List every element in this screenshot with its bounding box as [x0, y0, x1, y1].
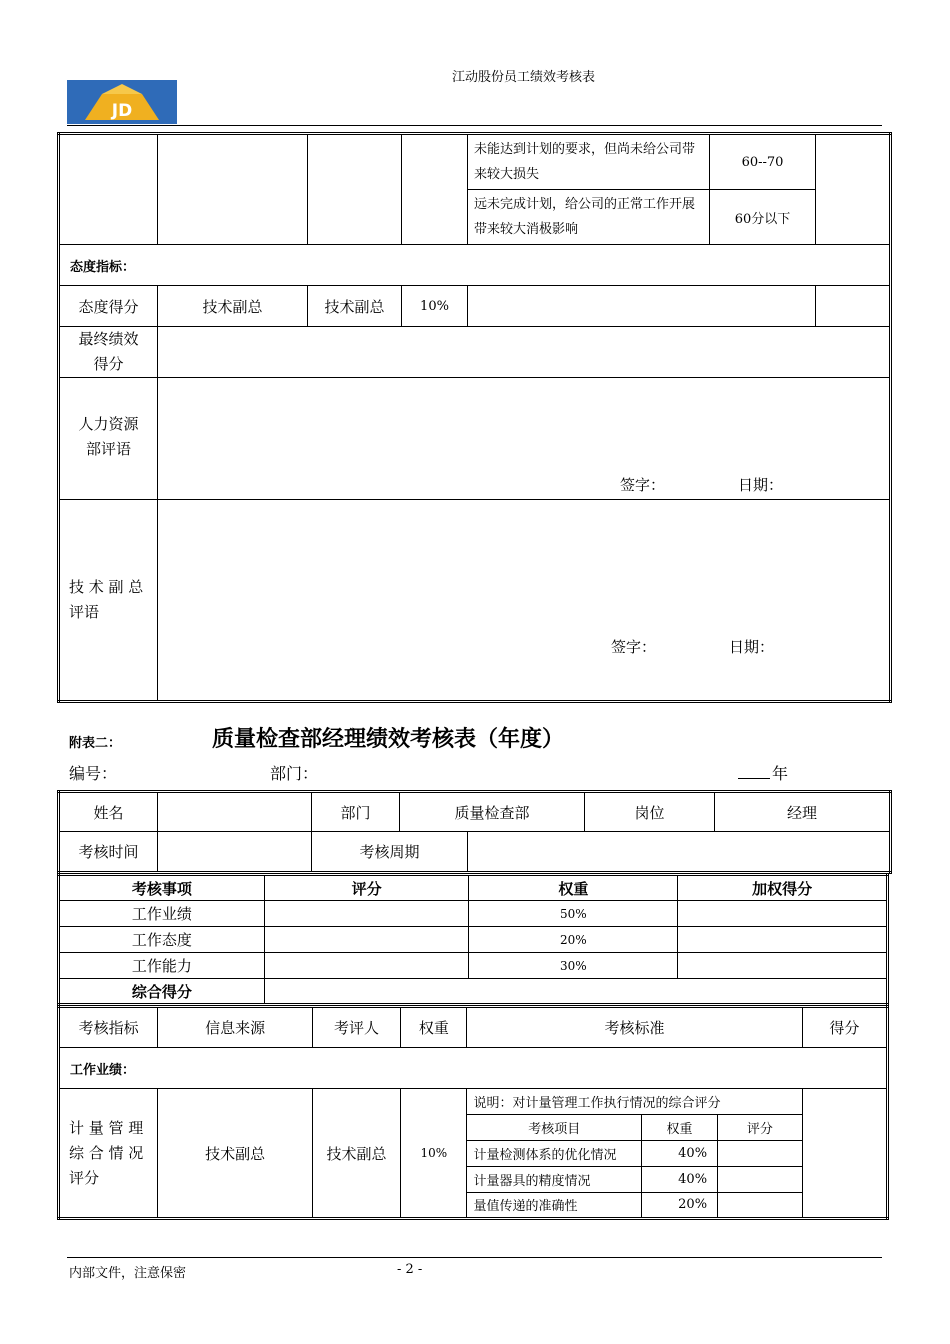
criterion-score: 60--70	[710, 134, 816, 190]
tech-comment-cell	[158, 500, 891, 702]
metrology-note: 说明：对计量管理工作执行情况的综合评分	[467, 1089, 801, 1114]
criterion-score: 60分以下	[710, 190, 816, 245]
table-row	[59, 953, 888, 979]
detail-header-weight: 权重	[401, 1007, 467, 1048]
table-row	[467, 1166, 801, 1192]
sub-header-item: 考核项目	[467, 1114, 641, 1140]
table-row	[467, 1140, 801, 1166]
sub-score	[718, 1192, 802, 1217]
sub-item: 量值传递的准确性	[467, 1192, 641, 1217]
employee-info-table	[57, 790, 892, 874]
cell-empty	[59, 134, 158, 245]
summary-weight: 20%	[469, 927, 678, 953]
summary-header-item: 考核事项	[59, 875, 265, 901]
footer-rule	[67, 1257, 882, 1258]
assessment-period-label: 考核周期	[312, 832, 468, 873]
metrology-weight: 10%	[401, 1089, 467, 1219]
summary-score	[264, 953, 469, 979]
sub-weight: 40%	[642, 1140, 718, 1166]
cell-empty	[308, 134, 402, 245]
detail-header-standard: 考核标准	[467, 1007, 802, 1048]
attitude-standard-cell	[468, 286, 816, 327]
summary-weight: 50%	[469, 901, 678, 927]
summary-weighted	[678, 927, 888, 953]
assessment-period-value	[468, 832, 891, 873]
name-label: 姓名	[59, 792, 158, 832]
attitude-score-cell	[816, 286, 891, 327]
logo-icon	[67, 80, 177, 124]
summary-header-weight: 权重	[469, 875, 678, 901]
assessment-time-value	[158, 832, 312, 873]
total-score-value	[264, 979, 887, 1005]
summary-item: 工作态度	[59, 927, 265, 953]
attitude-section-label: 态度指标：	[59, 245, 891, 286]
attitude-evaluator: 技术副总	[308, 286, 402, 327]
performance-section-label: 工作业绩：	[59, 1048, 888, 1089]
year-blank	[738, 778, 770, 779]
name-value	[158, 792, 312, 832]
summary-header-weighted: 加权得分	[678, 875, 888, 901]
detail-header-score: 得分	[802, 1007, 887, 1048]
hr-comment-cell	[158, 378, 891, 500]
indicator-metrology: 计 量 管 理 综 合 情 况 评分	[59, 1089, 158, 1219]
hr-date-label: 日期：	[738, 476, 784, 494]
metrology-score-cell	[802, 1089, 887, 1219]
tech-date-label: 日期：	[729, 638, 775, 656]
sub-weight: 40%	[642, 1166, 718, 1192]
hr-sign-label: 签字：	[620, 476, 666, 494]
attitude-info-source: 技术副总	[158, 286, 308, 327]
metrology-info-source: 技术副总	[158, 1089, 313, 1219]
logo-text: JD	[111, 101, 133, 121]
summary-score	[264, 901, 469, 927]
department-label: 部门：	[270, 764, 319, 783]
post-label: 岗位	[585, 792, 715, 832]
summary-item: 工作业绩	[59, 901, 265, 927]
tech-comment-label: 技 术 副 总 评语	[59, 500, 158, 702]
table-row	[467, 1192, 801, 1217]
final-score-label: 最终绩效得分	[59, 327, 158, 378]
sub-header-score: 评分	[718, 1114, 802, 1140]
footer-confidential: 内部文件，注意保密	[69, 1266, 187, 1281]
detail-assessment-table	[57, 1005, 889, 1220]
attitude-score-label: 态度得分	[59, 286, 158, 327]
sub-header-weight: 权重	[642, 1114, 718, 1140]
document-header-title: 江动股份员工绩效考核表	[452, 70, 596, 85]
summary-header-score: 评分	[264, 875, 469, 901]
number-label: 编号：	[69, 764, 118, 783]
metrology-standard-cell	[467, 1089, 802, 1219]
criterion-text: 未能达到计划的要求，但尚未给公司带来较大损失	[468, 134, 710, 190]
summary-score-table	[57, 873, 889, 1006]
post-value: 经理	[715, 792, 891, 832]
header-rule	[67, 125, 882, 126]
summary-weighted	[678, 901, 888, 927]
criterion-text: 远未完成计划，给公司的正常工作开展带来较大消极影响	[468, 190, 710, 245]
footer-page-number: - 2 -	[397, 1262, 423, 1277]
tech-sign-label: 签字：	[611, 638, 657, 656]
detail-header-indicator: 考核指标	[59, 1007, 158, 1048]
detail-header-source: 信息来源	[158, 1007, 313, 1048]
final-score-cell	[158, 327, 891, 378]
summary-item: 工作能力	[59, 953, 265, 979]
sub-item: 计量器具的精度情况	[467, 1166, 641, 1192]
summary-weight: 30%	[469, 953, 678, 979]
dept-label: 部门	[312, 792, 400, 832]
total-score-label: 综合得分	[59, 979, 265, 1005]
detail-header-evaluator: 考评人	[312, 1007, 400, 1048]
assessment-time-label: 考核时间	[59, 832, 158, 873]
summary-weighted	[678, 953, 888, 979]
company-logo	[67, 80, 177, 124]
table-row	[59, 927, 888, 953]
appendix-title: 质量检查部经理绩效考核表（年度）	[212, 726, 565, 752]
sub-score	[718, 1140, 802, 1166]
attitude-weight: 10%	[402, 286, 468, 327]
cell-empty	[158, 134, 308, 245]
top-evaluation-table	[57, 132, 892, 703]
cell-empty	[816, 134, 891, 245]
metrology-evaluator: 技术副总	[312, 1089, 400, 1219]
hr-comment-label: 人力资源部评语	[59, 378, 158, 500]
sub-score	[718, 1166, 802, 1192]
sub-weight: 20%	[642, 1192, 718, 1217]
dept-value: 质量检查部	[400, 792, 585, 832]
appendix-label: 附表二：	[69, 736, 122, 751]
sub-item: 计量检测体系的优化情况	[467, 1140, 641, 1166]
metrology-sub-table	[467, 1089, 801, 1217]
cell-empty	[402, 134, 468, 245]
year-label: 年	[772, 764, 789, 783]
summary-score	[264, 927, 469, 953]
table-row	[59, 901, 888, 927]
